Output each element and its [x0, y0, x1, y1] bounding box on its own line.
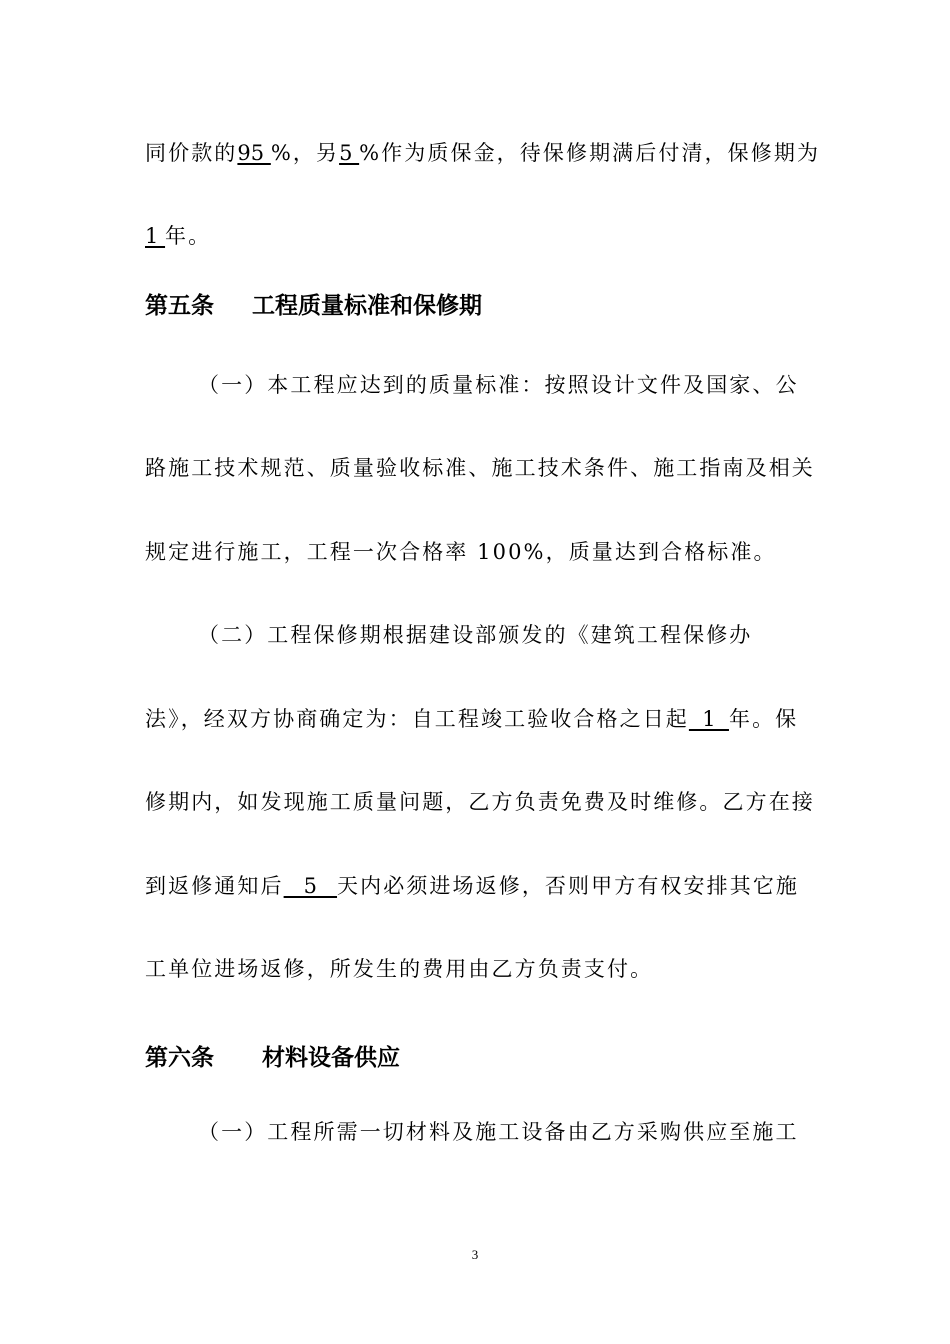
underlined-value-95: 95: [237, 141, 271, 165]
text-segment: 同价款的: [145, 141, 238, 165]
paragraph-2-line-1: （二）工程保修期根据建设部颁发的《建筑工程保修办: [198, 623, 753, 647]
paragraph-1-line-2: 路施工技术规范、质量验收标准、施工技术条件、施工指南及相关: [145, 456, 815, 480]
underlined-value-5-days: 5: [283, 874, 338, 898]
article-number: 第五条: [145, 293, 214, 319]
paragraph-2-line-3: 修期内，如发现施工质量问题，乙方负责免费及时维修。乙方在接: [145, 790, 815, 814]
underlined-value-1: 1: [145, 224, 166, 248]
paragraph-2-line-2: [145, 704, 825, 734]
text-segment: 年。保: [728, 707, 799, 731]
article-title: 工程质量标准和保修期: [252, 293, 482, 319]
paragraph-1-line-1: （一）本工程应达到的质量标准：按照设计文件及国家、公: [198, 373, 799, 397]
text-segment: 年。: [165, 224, 212, 248]
article-number: 第六条: [145, 1045, 214, 1071]
paragraph-3-line-1: （一）工程所需一切材料及施工设备由乙方采购供应至施工: [198, 1120, 799, 1144]
text-segment: 法》，经双方协商确定为：自工程竣工验收合格之日起: [145, 707, 689, 731]
page-number: 3: [471, 1247, 479, 1262]
text-segment: 到返修通知后: [145, 874, 284, 898]
paragraph-2-line-4: [145, 871, 825, 901]
underlined-value-1-year: 1: [688, 707, 729, 731]
text-line-payment: [145, 138, 825, 168]
text-segment: 天内必须进场返修，否则甲方有权安排其它施: [337, 874, 800, 898]
paragraph-2-line-5: 工单位进场返修，所发生的费用由乙方负责支付。: [145, 957, 654, 981]
underlined-value-5: 5: [339, 141, 360, 165]
paragraph-1-line-3: 规定进行施工，工程一次合格率 100%，质量达到合格标准。: [145, 540, 777, 564]
text-segment: %作为质保金，待保修期满后付清，保修期为: [359, 141, 821, 165]
text-line-warranty-year: [145, 221, 825, 251]
article-6-heading: [145, 1042, 400, 1074]
article-title: 材料设备供应: [262, 1045, 400, 1071]
article-5-heading: [145, 290, 482, 322]
text-segment: %，另: [270, 141, 340, 165]
